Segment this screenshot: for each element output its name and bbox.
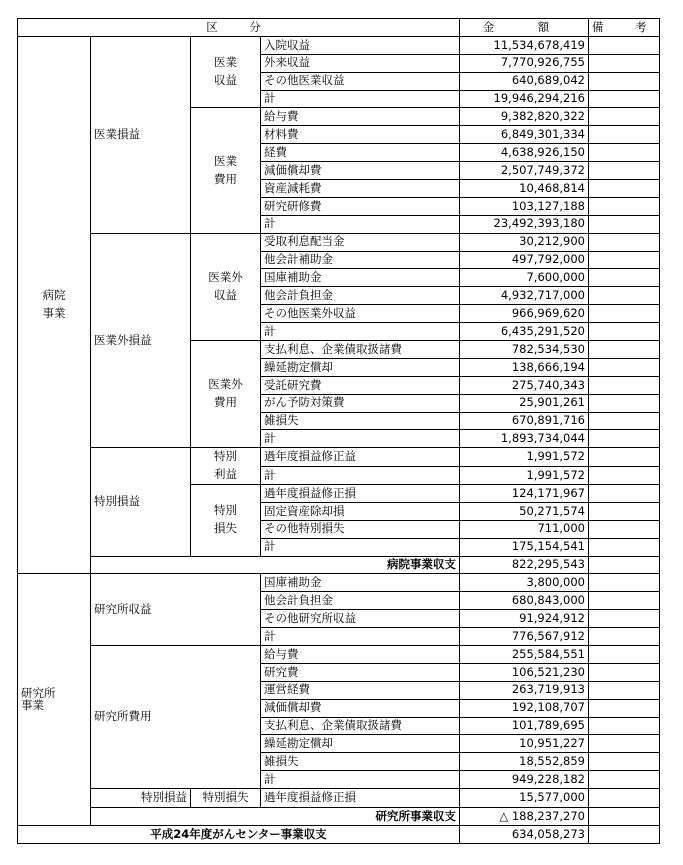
item-amount: 91,924,912 (460, 610, 589, 628)
remarks-cell (589, 538, 660, 556)
item-amount: 10,951,227 (460, 735, 589, 753)
remarks-cell (589, 144, 660, 162)
remarks-cell (589, 412, 660, 430)
remarks-cell (589, 771, 660, 789)
item-name: 国庫補助金 (261, 269, 460, 287)
remarks-cell (589, 180, 660, 198)
remarks-cell (589, 485, 660, 503)
total-label: 計 (261, 538, 460, 556)
item-amount: 30,212,900 (460, 233, 589, 251)
item-name: 他会計負担金 (261, 592, 460, 610)
item-name: 繰延勘定償却 (261, 735, 460, 753)
item-amount: 11,534,678,419 (460, 36, 589, 54)
remarks-cell (589, 430, 660, 448)
total-amount: 19,946,294,216 (460, 90, 589, 108)
item-amount: 255,584,551 (460, 646, 589, 664)
table-row (18, 789, 660, 808)
remarks-cell (589, 574, 660, 592)
item-name: その他研究所収益 (261, 610, 460, 628)
hospital-balance-amount: 822,295,543 (460, 556, 589, 574)
remarks-cell (589, 735, 660, 753)
item-amount: 50,271,574 (460, 502, 589, 520)
total-label: 計 (261, 430, 460, 448)
total-amount: 949,228,182 (460, 771, 589, 789)
category-label: 特別損益 (91, 448, 191, 556)
table-row (18, 36, 660, 54)
remarks-cell (589, 807, 660, 825)
subcategory-label: 医業外 費用 (191, 341, 261, 448)
subcategory-label: 特別 損失 (191, 485, 261, 557)
item-amount: 640,689,042 (460, 72, 589, 90)
remarks-cell (589, 646, 660, 664)
remarks-cell (589, 108, 660, 126)
remarks-cell (589, 358, 660, 376)
remarks-cell (589, 825, 660, 843)
grand-total-row (18, 825, 660, 843)
total-amount: 23,492,393,180 (460, 215, 589, 233)
category-label: 医業外損益 (91, 233, 191, 448)
table-body (18, 19, 660, 844)
item-name: 減価償却費 (261, 699, 460, 717)
remarks-cell (589, 466, 660, 484)
item-name: 減価償却費 (261, 162, 460, 180)
subcategory-label: 医業 費用 (191, 108, 261, 233)
item-name: 給与費 (261, 646, 460, 664)
total-label: 計 (261, 323, 460, 341)
remarks-cell (589, 54, 660, 72)
total-amount: 776,567,912 (460, 628, 589, 646)
item-name: 入院収益 (261, 36, 460, 54)
item-amount: 782,534,530 (460, 341, 589, 359)
table-row (18, 448, 660, 466)
total-label: 計 (261, 771, 460, 789)
remarks-cell (589, 36, 660, 54)
item-amount: 15,577,000 (460, 789, 589, 808)
item-name: 給与費 (261, 108, 460, 126)
item-amount: 25,901,261 (460, 394, 589, 412)
remarks-cell (589, 556, 660, 574)
category-label: 特別損益 (91, 789, 191, 808)
item-amount: 192,108,707 (460, 699, 589, 717)
remarks-cell (589, 717, 660, 735)
hospital-section-label: 病院 事業 (18, 36, 91, 574)
research-balance-label: 研究所事業収支 (91, 807, 460, 825)
research-section-label: 研究所 事業 (18, 574, 91, 825)
category-label: 研究所収益 (91, 574, 261, 646)
remarks-cell (589, 90, 660, 108)
item-amount: 9,382,820,322 (460, 108, 589, 126)
item-amount: 4,932,717,000 (460, 287, 589, 305)
header-kubun: 区 分 (18, 19, 460, 37)
table-row (18, 574, 660, 592)
remarks-cell (589, 305, 660, 323)
remarks-cell (589, 341, 660, 359)
balance-row (18, 556, 660, 574)
grand-total-label: 平成24年度がんセンター事業収支 (18, 825, 460, 843)
remarks-cell (589, 215, 660, 233)
item-amount: 680,843,000 (460, 592, 589, 610)
table-row (18, 646, 660, 664)
item-name: 過年度損益修正益 (261, 448, 460, 466)
header-kingaku: 金 額 (460, 19, 589, 37)
total-amount: 1,991,572 (460, 466, 589, 484)
item-name: その他医業外収益 (261, 305, 460, 323)
item-amount: 263,719,913 (460, 681, 589, 699)
grand-total-amount: 634,058,273 (460, 825, 589, 843)
category-label: 医業損益 (91, 36, 191, 233)
item-amount: 6,849,301,334 (460, 126, 589, 144)
item-name: 他会計負担金 (261, 287, 460, 305)
item-amount: 497,792,000 (460, 251, 589, 269)
remarks-cell (589, 681, 660, 699)
item-name: 過年度損益修正損 (261, 485, 460, 503)
subcategory-label: 医業 収益 (191, 36, 261, 108)
item-amount: 3,800,000 (460, 574, 589, 592)
total-amount: 1,893,734,044 (460, 430, 589, 448)
item-amount: 7,600,000 (460, 269, 589, 287)
table-row (18, 233, 660, 251)
subcategory-label: 特別 利益 (191, 448, 261, 485)
item-amount: 124,171,967 (460, 485, 589, 503)
remarks-cell (589, 610, 660, 628)
item-name: 支払利息、企業債取扱諸費 (261, 717, 460, 735)
total-label: 計 (261, 215, 460, 233)
item-name: その他特別損失 (261, 520, 460, 538)
balance-row (18, 807, 660, 825)
total-amount: 175,154,541 (460, 538, 589, 556)
remarks-cell (589, 699, 660, 717)
item-amount: 106,521,230 (460, 663, 589, 681)
header-row (18, 19, 660, 37)
item-amount: 2,507,749,372 (460, 162, 589, 180)
item-amount: 138,666,194 (460, 358, 589, 376)
item-amount: 101,789,695 (460, 717, 589, 735)
remarks-cell (589, 72, 660, 90)
remarks-cell (589, 502, 660, 520)
item-name: 経費 (261, 144, 460, 162)
item-amount: 4,638,926,150 (460, 144, 589, 162)
remarks-cell (589, 789, 660, 808)
item-name: 繰延勘定償却 (261, 358, 460, 376)
remarks-cell (589, 448, 660, 466)
remarks-cell (589, 162, 660, 180)
item-name: 雑損失 (261, 412, 460, 430)
remarks-cell (589, 251, 660, 269)
item-name: 固定資産除却損 (261, 502, 460, 520)
total-label: 計 (261, 90, 460, 108)
item-name: 過年度損益修正損 (261, 789, 460, 808)
remarks-cell (589, 592, 660, 610)
item-name: 受託研究費 (261, 376, 460, 394)
item-amount: 103,127,188 (460, 197, 589, 215)
remarks-cell (589, 323, 660, 341)
item-amount: 10,468,814 (460, 180, 589, 198)
item-name: 国庫補助金 (261, 574, 460, 592)
income-statement-table (17, 18, 660, 844)
category-label: 研究所費用 (91, 646, 261, 789)
remarks-cell (589, 376, 660, 394)
research-balance-amount: △ 188,237,270 (460, 807, 589, 825)
item-amount: 711,000 (460, 520, 589, 538)
item-amount: 1,991,572 (460, 448, 589, 466)
remarks-cell (589, 753, 660, 771)
item-name: 他会計補助金 (261, 251, 460, 269)
item-name: がん予防対策費 (261, 394, 460, 412)
item-amount: 966,969,620 (460, 305, 589, 323)
remarks-cell (589, 233, 660, 251)
item-amount: 7,770,926,755 (460, 54, 589, 72)
remarks-cell (589, 287, 660, 305)
remarks-cell (589, 197, 660, 215)
item-name: 研究費 (261, 663, 460, 681)
item-name: 資産減耗費 (261, 180, 460, 198)
remarks-cell (589, 126, 660, 144)
item-name: 支払利息、企業債取扱諸費 (261, 341, 460, 359)
item-amount: 275,740,343 (460, 376, 589, 394)
item-amount: 670,891,716 (460, 412, 589, 430)
remarks-cell (589, 663, 660, 681)
item-name: 材料費 (261, 126, 460, 144)
hospital-balance-label: 病院事業収支 (91, 556, 460, 574)
total-amount: 6,435,291,520 (460, 323, 589, 341)
item-name: 運営経費 (261, 681, 460, 699)
item-name: 受取利息配当金 (261, 233, 460, 251)
item-name: 研究研修費 (261, 197, 460, 215)
subcategory-label: 医業外 収益 (191, 233, 261, 340)
total-label: 計 (261, 628, 460, 646)
remarks-cell (589, 628, 660, 646)
remarks-cell (589, 269, 660, 287)
item-name: 外来収益 (261, 54, 460, 72)
remarks-cell (589, 520, 660, 538)
item-amount: 18,552,859 (460, 753, 589, 771)
remarks-cell (589, 394, 660, 412)
item-name: その他医業収益 (261, 72, 460, 90)
total-label: 計 (261, 466, 460, 484)
item-name: 雑損失 (261, 753, 460, 771)
header-biko: 備 考 (589, 19, 660, 37)
subcategory-label: 特別損失 (191, 789, 261, 808)
